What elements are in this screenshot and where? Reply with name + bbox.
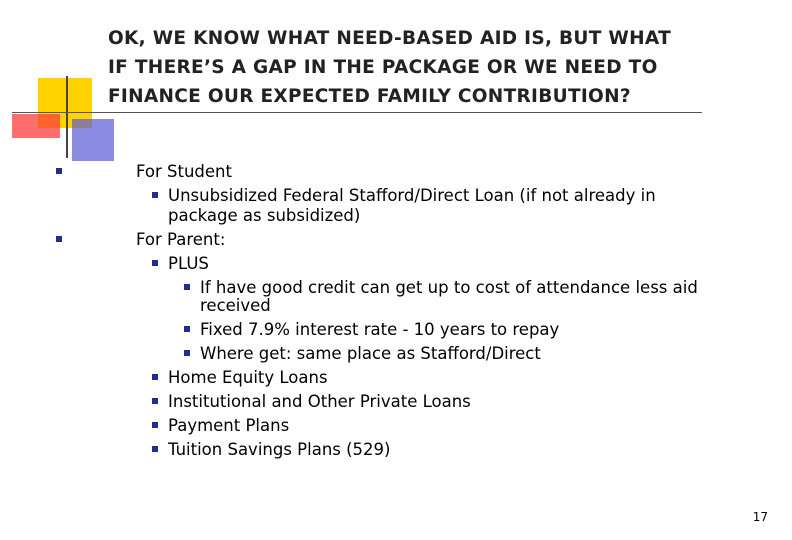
bullet-for-student: For Student: [136, 162, 232, 181]
bullet-plus-rate: Fixed 7.9% interest rate - 10 years to repay: [200, 320, 560, 339]
bullet-stafford-line-2: package as subsidized): [168, 206, 361, 225]
title-line-3: FINANCE OUR EXPECTED FAMILY CONTRIBUTION?: [108, 86, 631, 107]
bullet-plus-credit-line-1: If have good credit can get up to cost of attendance less aid: [200, 278, 698, 297]
bullet-square-icon: [152, 422, 158, 428]
title-line-1: OK, WE KNOW WHAT NEED-BASED AID IS, BUT WHAT: [108, 28, 671, 49]
decor-horizontal-line: [12, 112, 702, 113]
bullet-square-icon: [184, 326, 190, 332]
bullet-plus-where: Where get: same place as Stafford/Direct: [200, 344, 541, 363]
bullet-stafford-line-1: Unsubsidized Federal Stafford/Direct Loan (if not already in: [168, 186, 656, 205]
bullet-529-plans: Tuition Savings Plans (529): [168, 440, 391, 459]
bullet-square-icon: [56, 236, 62, 242]
bullet-square-icon: [152, 260, 158, 266]
bullet-for-parent: For Parent:: [136, 230, 226, 249]
bullet-square-icon: [56, 168, 62, 174]
title-line-2: IF THERE’S A GAP IN THE PACKAGE OR WE NEED TO: [108, 57, 658, 78]
bullet-square-icon: [152, 192, 158, 198]
decor-blue-square: [72, 119, 114, 161]
bullet-square-icon: [152, 374, 158, 380]
bullet-square-icon: [152, 446, 158, 452]
decor-vertical-line: [66, 76, 68, 158]
bullet-plus-credit-line-2: received: [200, 296, 271, 315]
bullet-square-icon: [184, 284, 190, 290]
bullet-plus: PLUS: [168, 254, 209, 273]
bullet-square-icon: [152, 398, 158, 404]
page-number: 17: [752, 510, 768, 524]
decor-red-square: [12, 114, 60, 138]
bullet-square-icon: [184, 350, 190, 356]
bullet-private-loans: Institutional and Other Private Loans: [168, 392, 471, 411]
slide-title: [108, 24, 778, 111]
bullet-home-equity: Home Equity Loans: [168, 368, 328, 387]
bullet-payment-plans: Payment Plans: [168, 416, 290, 435]
